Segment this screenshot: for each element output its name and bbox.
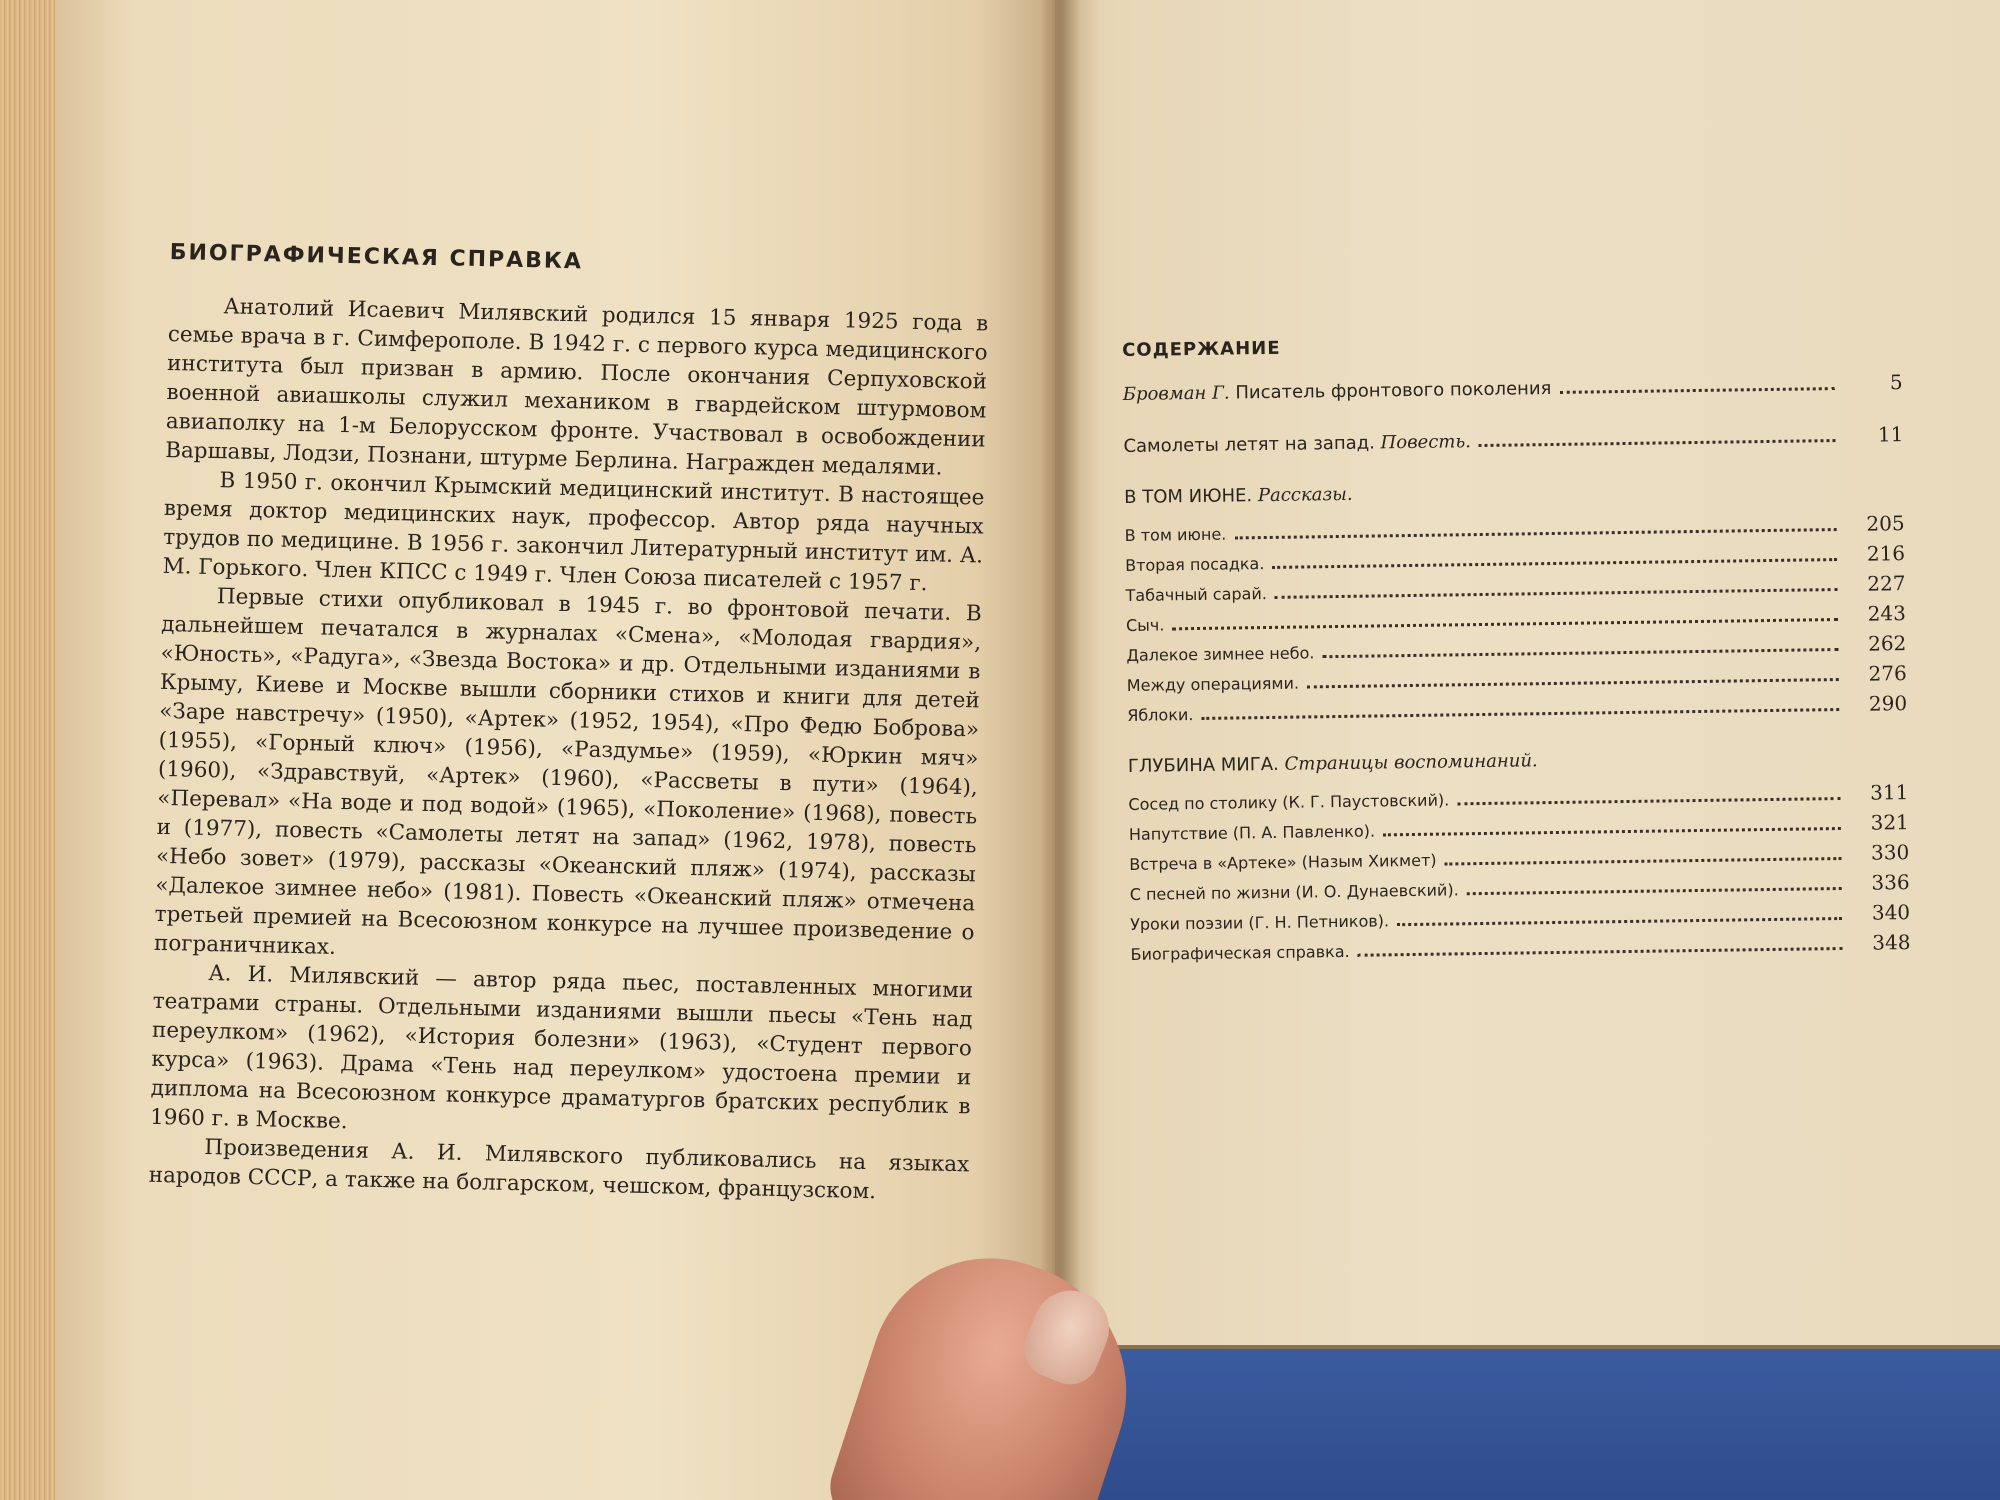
biography-section <box>148 240 989 1208</box>
toc-page-number: 336 <box>1871 870 1910 895</box>
toc-entry-label: Напутствие (П. А. Павленко). <box>1128 821 1376 844</box>
toc-entry-label: Далекое зимнее небо. <box>1126 643 1315 665</box>
toc-page-number: 216 <box>1866 541 1906 566</box>
toc-section-heading: ГЛУБИНА МИГА. Страницы воспоминаний. <box>1127 750 1538 777</box>
toc-entry-label: Табачный сарай. <box>1125 584 1268 605</box>
toc-leader-dots <box>1559 387 1834 394</box>
toc-page-number: 340 <box>1871 900 1911 925</box>
toc-entry-label: Самолеты летят на запад. Повесть. <box>1123 431 1472 457</box>
toc-page-number: 348 <box>1872 930 1911 955</box>
toc-leader-dots <box>1467 887 1842 895</box>
toc-entry-label: Между операциями. <box>1126 673 1300 695</box>
toc-page-number: 5 <box>1889 370 1903 395</box>
biography-title: БИОГРАФИЧЕСКАЯ СПРАВКА <box>169 240 584 275</box>
toc-entry-label: В том июне. <box>1124 524 1227 545</box>
toc-page-number: 330 <box>1870 840 1910 865</box>
toc-leader-dots <box>1479 439 1836 447</box>
toc-title: СОДЕРЖАНИЕ <box>1122 337 1281 361</box>
toc-section-heading: В ТОМ ИЮНЕ. Рассказы. <box>1124 483 1353 508</box>
toc-entry-label: Яблоки. <box>1127 705 1194 725</box>
biography-paragraph: А. И. Милявский — автор ряда пьес, поставленных многими театрами страны. Отдельными изданиями вышли пьесы «Тень над переулком» (1962), «История болезни» (1963), «Студент первого курса» (1963). Драма «Тень над переулком» удостоена премии и диплома на Всесоюзном конкурсе драматургов братских республик в 1960 г. в Москве. <box>149 961 974 1135</box>
book-page-edges <box>0 0 62 1500</box>
toc-page-number: 243 <box>1867 601 1907 626</box>
toc-leader-dots <box>1322 648 1838 658</box>
toc-leader-dots <box>1272 558 1837 569</box>
toc-leader-dots <box>1358 947 1843 957</box>
biography-paragraph: Первые стихи опубликовал в 1945 г. во фронтовой печати. В дальнейшем печатался в журналах «Смена», «Молодая гвардия», «Юность», «Радуга», «Звезда Востока» и др. Отдельными изданиями в Крыму, Киеве и Москве вышли сборники стихов и книги для детей «Заре навстречу» (1950), «Артек» (1952, 1954), «Про Федю Боброва» (1955), «Горный ключ» (1956), «Раздумье» (1959), «Юркин мяч» (1960), «Здравствуй, «Артек» (1960), «Рассветы в пути» (1964), «Перевал» «На воде и под водой» (1965), «Поколение» (1968), повесть и (1977), повесть «Самолеты летят на запад» (1962, 1978), повесть «Небо зовет» (1979), рассказы «Океанский пляж» (1974), рассказы «Далекое зимнее небо» (1981). Повесть «Океанский пляж» отмечена третьей премией на Всесоюзном конкурсе на лучшее произведение о пограничниках. <box>153 584 983 960</box>
toc-page-number: 311 <box>1870 780 1909 805</box>
toc-leader-dots <box>1275 588 1838 599</box>
toc-leader-dots <box>1383 827 1841 836</box>
toc-entry-label: Вторая посадка. <box>1125 554 1265 575</box>
toc-leader-dots <box>1307 678 1839 688</box>
biography-paragraph: Анатолий Исаевич Милявский родился 15 января 1925 года в семье врача в г. Симферополе. В 1942 г. с первого курса медицинского института был призван в армию. После окончания Серпуховской военной авиашколы служил механиком в гвардейском штурмовом авиаполку на 1-м Белорусском фронте. Участвовал в освобождении Варшавы, Лодзи, Познани, штурме Берлина. Награжден медалями. <box>164 294 989 481</box>
toc-leader-dots <box>1445 857 1842 866</box>
toc-entry-label: Уроки поэзии (Г. Н. Петников). <box>1130 911 1390 934</box>
toc-leader-dots <box>1201 708 1839 720</box>
toc-page-number: 11 <box>1877 422 1904 447</box>
toc-entry-label: Сыч. <box>1125 615 1165 635</box>
toc-entry-label: Биографическая справка. <box>1130 941 1350 964</box>
toc-entry-label: С песней по жизни (И. О. Дунаевский). <box>1129 880 1459 904</box>
table-of-contents <box>1122 329 1911 969</box>
toc-entry-label: Встреча в «Артеке» (Назым Хикмет) <box>1129 850 1437 874</box>
toc-page-number: 276 <box>1868 661 1907 686</box>
toc-leader-dots <box>1397 917 1842 926</box>
toc-leader-dots <box>1234 528 1836 539</box>
biography-paragraph: Произведения А. И. Милявского публиковались на языках народов СССР, а также на болгарском, чешском, французском. <box>148 1135 970 1205</box>
toc-page-number: 205 <box>1866 511 1905 536</box>
toc-leader-dots <box>1457 797 1840 805</box>
toc-entry-label: Бровман Г. Писатель фронтового поколения <box>1122 378 1552 405</box>
toc-page-number: 262 <box>1867 631 1907 656</box>
toc-entry-label: Сосед по столику (К. Г. Паустовский). <box>1128 790 1450 814</box>
toc-page-number: 290 <box>1868 691 1908 716</box>
toc-leader-dots <box>1172 618 1838 630</box>
biography-paragraph: В 1950 г. окончил Крымский медицинский институт. В настоящее время доктор медицинских наук, профессор. Автор ряда научных трудов по медицине. В 1956 г. закончил Литературный институт им. А. М. Горького. Член КПСС с 1949 г. Член Союза писателей с 1957 г. <box>162 468 985 597</box>
toc-page-number: 227 <box>1867 571 1906 596</box>
toc-page-number: 321 <box>1870 810 1909 835</box>
